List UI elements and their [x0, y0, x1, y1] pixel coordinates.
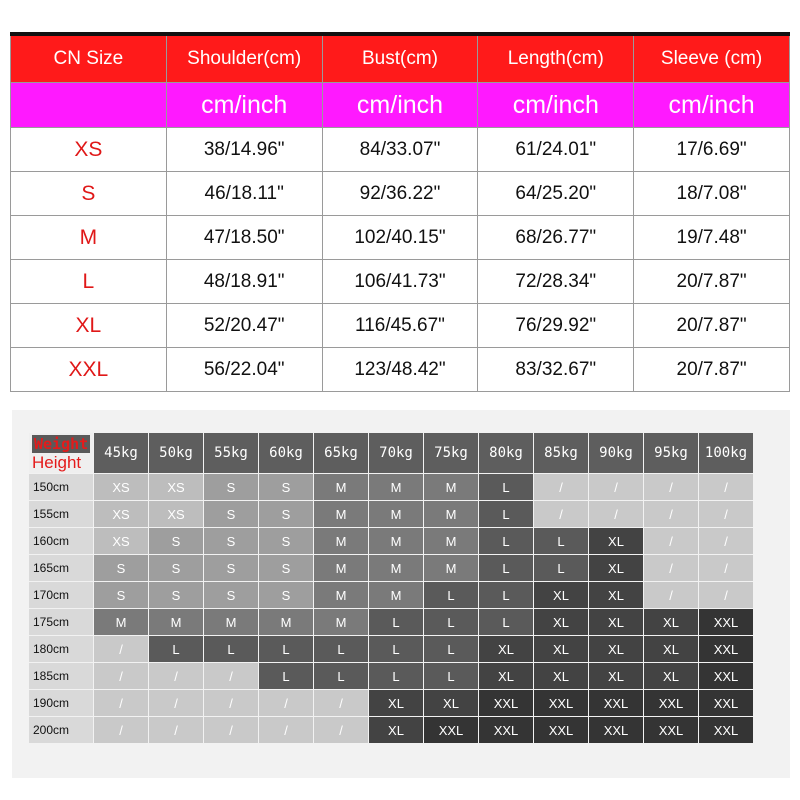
size-chart-unit-4: cm/inch: [634, 83, 790, 128]
weight-header: 60kg: [259, 433, 313, 473]
measurement-cell: 56/22.04": [166, 348, 322, 392]
fit-size-cell: L: [149, 636, 203, 662]
fit-size-cell: L: [314, 636, 368, 662]
size-chart-header-3: Length(cm): [478, 34, 634, 83]
fit-size-cell: XL: [424, 690, 478, 716]
fit-size-cell: /: [589, 501, 643, 527]
fit-size-cell: M: [314, 501, 368, 527]
size-chart-table: [10, 32, 790, 392]
height-header: 200cm: [29, 717, 93, 743]
fit-size-cell: /: [589, 474, 643, 500]
fit-grid-row: [29, 690, 753, 716]
fit-size-cell: XL: [589, 528, 643, 554]
fit-size-cell: L: [424, 609, 478, 635]
fit-size-cell: M: [204, 609, 258, 635]
fit-size-cell: XXL: [699, 690, 753, 716]
fit-size-cell: S: [94, 555, 148, 581]
measurement-cell: 48/18.91": [166, 260, 322, 304]
fit-size-cell: XXL: [589, 717, 643, 743]
fit-size-cell: /: [259, 717, 313, 743]
height-axis-label: Height: [32, 453, 82, 472]
measurement-cell: 52/20.47": [166, 304, 322, 348]
fit-size-cell: XXL: [699, 663, 753, 689]
fit-size-cell: L: [204, 636, 258, 662]
fit-size-cell: L: [479, 528, 533, 554]
fit-size-cell: XL: [644, 609, 698, 635]
size-chart-unit-3: cm/inch: [478, 83, 634, 128]
fit-size-cell: L: [424, 582, 478, 608]
size-chart-header-row: [11, 34, 790, 83]
fit-size-cell: S: [149, 528, 203, 554]
size-label: XS: [11, 128, 167, 172]
fit-size-cell: S: [204, 474, 258, 500]
size-chart-header-1: Shoulder(cm): [166, 34, 322, 83]
measurement-cell: 20/7.87": [634, 260, 790, 304]
fit-size-cell: L: [479, 609, 533, 635]
fit-grid-row: [29, 636, 753, 662]
size-chart-header-0: CN Size: [11, 34, 167, 83]
fit-size-cell: M: [314, 474, 368, 500]
fit-grid-row: [29, 582, 753, 608]
size-chart-row: [11, 304, 790, 348]
fit-size-cell: XXL: [534, 690, 588, 716]
fit-size-cell: L: [479, 555, 533, 581]
fit-size-cell: /: [534, 501, 588, 527]
fit-size-cell: L: [479, 474, 533, 500]
size-label: XL: [11, 304, 167, 348]
measurement-cell: 38/14.96": [166, 128, 322, 172]
weight-header: 95kg: [644, 433, 698, 473]
weight-header: 85kg: [534, 433, 588, 473]
fit-size-cell: /: [94, 690, 148, 716]
fit-size-cell: /: [699, 528, 753, 554]
fit-size-cell: L: [479, 582, 533, 608]
fit-grid-row: [29, 663, 753, 689]
fit-size-cell: /: [94, 636, 148, 662]
measurement-cell: 20/7.87": [634, 348, 790, 392]
fit-size-cell: XL: [644, 663, 698, 689]
weight-header: 55kg: [204, 433, 258, 473]
fit-size-cell: L: [534, 555, 588, 581]
fit-size-cell: XS: [94, 501, 148, 527]
size-chart-header-4: Sleeve (cm): [634, 34, 790, 83]
fit-size-cell: M: [314, 555, 368, 581]
fit-size-cell: XS: [149, 474, 203, 500]
weight-height-fit-chart: [12, 410, 790, 778]
fit-size-cell: XL: [369, 717, 423, 743]
fit-grid-corner: [29, 433, 93, 473]
fit-size-cell: /: [644, 474, 698, 500]
fit-size-cell: L: [259, 663, 313, 689]
size-chart-header-2: Bust(cm): [322, 34, 478, 83]
fit-size-cell: /: [94, 663, 148, 689]
fit-size-cell: /: [314, 690, 368, 716]
fit-size-cell: /: [259, 690, 313, 716]
fit-size-cell: /: [149, 717, 203, 743]
fit-size-cell: M: [369, 501, 423, 527]
weight-header: 100kg: [699, 433, 753, 473]
fit-size-cell: XXL: [699, 609, 753, 635]
size-label: L: [11, 260, 167, 304]
fit-size-cell: L: [479, 501, 533, 527]
fit-size-cell: L: [369, 663, 423, 689]
fit-size-cell: L: [369, 636, 423, 662]
height-header: 190cm: [29, 690, 93, 716]
fit-size-cell: XL: [589, 582, 643, 608]
fit-size-cell: M: [369, 555, 423, 581]
fit-size-cell: M: [369, 528, 423, 554]
size-label: XXL: [11, 348, 167, 392]
height-header: 170cm: [29, 582, 93, 608]
fit-size-cell: M: [259, 609, 313, 635]
height-header: 150cm: [29, 474, 93, 500]
fit-size-cell: S: [259, 474, 313, 500]
fit-size-cell: S: [259, 501, 313, 527]
fit-size-cell: /: [94, 717, 148, 743]
fit-size-cell: S: [204, 501, 258, 527]
fit-grid-header-row: [29, 433, 753, 473]
fit-size-cell: /: [699, 474, 753, 500]
height-header: 155cm: [29, 501, 93, 527]
fit-size-cell: L: [259, 636, 313, 662]
measurement-cell: 84/33.07": [322, 128, 478, 172]
fit-size-cell: S: [259, 582, 313, 608]
measurement-cell: 61/24.01": [478, 128, 634, 172]
measurement-cell: 20/7.87": [634, 304, 790, 348]
fit-size-cell: S: [259, 555, 313, 581]
fit-size-cell: S: [94, 582, 148, 608]
fit-size-cell: M: [94, 609, 148, 635]
fit-size-cell: XS: [94, 474, 148, 500]
weight-header: 70kg: [369, 433, 423, 473]
measurement-cell: 68/26.77": [478, 216, 634, 260]
fit-size-cell: XL: [589, 663, 643, 689]
fit-size-cell: XXL: [479, 690, 533, 716]
measurement-cell: 92/36.22": [322, 172, 478, 216]
weight-header: 65kg: [314, 433, 368, 473]
size-label: M: [11, 216, 167, 260]
measurement-cell: 83/32.67": [478, 348, 634, 392]
size-label: S: [11, 172, 167, 216]
fit-size-cell: /: [204, 690, 258, 716]
fit-size-cell: S: [204, 555, 258, 581]
height-header: 185cm: [29, 663, 93, 689]
fit-size-cell: XL: [479, 663, 533, 689]
fit-size-cell: /: [699, 555, 753, 581]
fit-size-cell: /: [534, 474, 588, 500]
measurement-cell: 18/7.08": [634, 172, 790, 216]
size-chart-row: [11, 260, 790, 304]
fit-size-cell: /: [204, 717, 258, 743]
height-header: 175cm: [29, 609, 93, 635]
fit-grid-row: [29, 501, 753, 527]
fit-size-cell: /: [644, 555, 698, 581]
fit-size-cell: XL: [534, 663, 588, 689]
fit-size-cell: XL: [589, 555, 643, 581]
fit-size-cell: XL: [589, 636, 643, 662]
fit-grid-row: [29, 609, 753, 635]
fit-size-cell: M: [314, 609, 368, 635]
fit-size-cell: L: [314, 663, 368, 689]
fit-size-cell: M: [369, 474, 423, 500]
fit-size-cell: /: [644, 501, 698, 527]
measurement-cell: 17/6.69": [634, 128, 790, 172]
fit-size-cell: /: [149, 690, 203, 716]
fit-size-cell: XXL: [644, 690, 698, 716]
fit-size-cell: XXL: [589, 690, 643, 716]
measurement-cell: 72/28.34": [478, 260, 634, 304]
fit-size-cell: M: [424, 528, 478, 554]
size-chart-row: [11, 128, 790, 172]
fit-grid-row: [29, 474, 753, 500]
measurement-cell: 46/18.11": [166, 172, 322, 216]
fit-size-cell: XL: [589, 609, 643, 635]
height-header: 165cm: [29, 555, 93, 581]
size-chart-unit-0: [11, 83, 167, 128]
height-header: 180cm: [29, 636, 93, 662]
fit-size-cell: M: [314, 528, 368, 554]
fit-size-cell: M: [314, 582, 368, 608]
fit-size-cell: XL: [644, 636, 698, 662]
weight-axis-label: Weight: [34, 435, 89, 453]
fit-size-cell: /: [699, 501, 753, 527]
fit-size-cell: XL: [479, 636, 533, 662]
measurement-cell: 106/41.73": [322, 260, 478, 304]
fit-size-cell: XXL: [479, 717, 533, 743]
fit-size-cell: XS: [149, 501, 203, 527]
fit-size-cell: /: [644, 582, 698, 608]
fit-size-cell: XL: [534, 582, 588, 608]
weight-header: 50kg: [149, 433, 203, 473]
fit-size-cell: XXL: [644, 717, 698, 743]
fit-size-cell: XL: [534, 609, 588, 635]
fit-size-cell: L: [369, 609, 423, 635]
fit-size-cell: XXL: [699, 717, 753, 743]
size-chart-unit-2: cm/inch: [322, 83, 478, 128]
fit-size-cell: S: [204, 528, 258, 554]
measurement-cell: 19/7.48": [634, 216, 790, 260]
fit-grid-table: [28, 432, 754, 744]
measurement-cell: 47/18.50": [166, 216, 322, 260]
size-chart-row: [11, 216, 790, 260]
fit-size-cell: S: [259, 528, 313, 554]
weight-header: 75kg: [424, 433, 478, 473]
fit-size-cell: M: [424, 555, 478, 581]
fit-grid-row: [29, 555, 753, 581]
fit-size-cell: XXL: [424, 717, 478, 743]
fit-size-cell: XXL: [534, 717, 588, 743]
measurement-cell: 116/45.67": [322, 304, 478, 348]
fit-size-cell: /: [204, 663, 258, 689]
fit-size-cell: /: [699, 582, 753, 608]
fit-size-cell: /: [149, 663, 203, 689]
fit-size-cell: M: [149, 609, 203, 635]
weight-header: 45kg: [94, 433, 148, 473]
size-chart-row: [11, 348, 790, 392]
fit-grid-row: [29, 717, 753, 743]
fit-grid-row: [29, 528, 753, 554]
measurement-cell: 102/40.15": [322, 216, 478, 260]
size-chart-row: [11, 172, 790, 216]
fit-size-cell: L: [534, 528, 588, 554]
size-chart-unit-1: cm/inch: [166, 83, 322, 128]
fit-size-cell: S: [204, 582, 258, 608]
measurement-cell: 76/29.92": [478, 304, 634, 348]
fit-size-cell: /: [314, 717, 368, 743]
fit-size-cell: XXL: [699, 636, 753, 662]
fit-size-cell: S: [149, 555, 203, 581]
weight-header: 80kg: [479, 433, 533, 473]
size-chart-unit-row: [11, 83, 790, 128]
fit-size-cell: M: [369, 582, 423, 608]
fit-size-cell: M: [424, 501, 478, 527]
fit-size-cell: /: [644, 528, 698, 554]
weight-header: 90kg: [589, 433, 643, 473]
fit-size-cell: M: [424, 474, 478, 500]
fit-size-cell: XS: [94, 528, 148, 554]
fit-size-cell: L: [424, 636, 478, 662]
fit-size-cell: XL: [369, 690, 423, 716]
height-header: 160cm: [29, 528, 93, 554]
fit-size-cell: S: [149, 582, 203, 608]
measurement-cell: 64/25.20": [478, 172, 634, 216]
fit-size-cell: XL: [534, 636, 588, 662]
fit-size-cell: L: [424, 663, 478, 689]
measurement-cell: 123/48.42": [322, 348, 478, 392]
size-chart-body: [11, 128, 790, 392]
